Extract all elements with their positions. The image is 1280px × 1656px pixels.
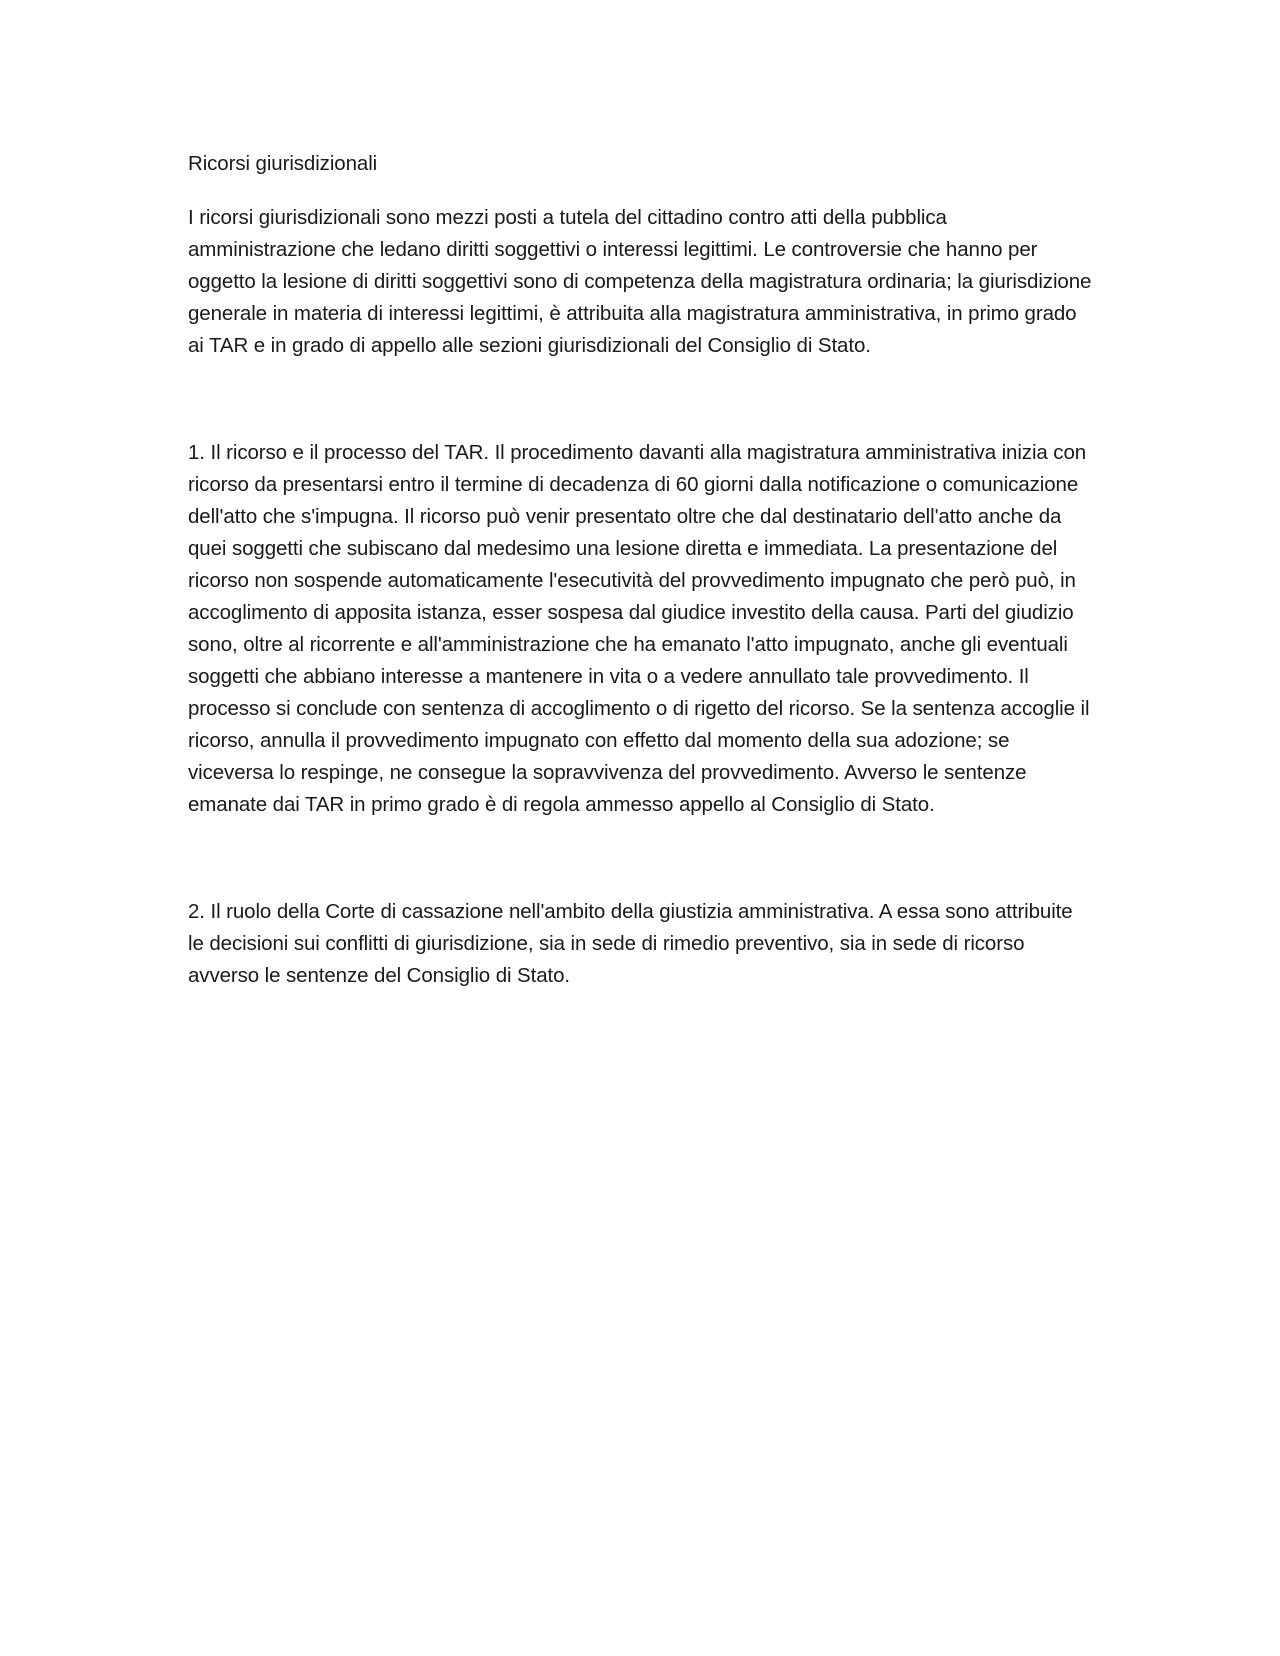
- paragraph-cassazione: 2. Il ruolo della Corte di cassazione nell'ambito della giustizia amministrativa. A essa sono attribuite le decisioni sui conflitti di giurisdizione, sia in sede di rimedio preventivo, sia in sede di ricorso avverso le sentenze del Consiglio di Stato.: [188, 900, 1073, 987]
- document-title: Ricorsi giurisdizionali: [188, 152, 378, 175]
- paragraph-intro: I ricorsi giurisdizionali sono mezzi posti a tutela del cittadino contro atti della pubblica amministrazione che ledano diritti soggettivi o interessi legittimi. Le controversie che hanno per oggetto la lesione di diritti soggettivi sono di competenza della magistratura ordinaria; la giurisdizione generale in materia di interessi legittimi, è attribuita alla magistratura amministrativa, in primo grado ai TAR e in grado di appello alle sezioni giurisdizionali del Consiglio di Stato.: [188, 206, 1092, 357]
- document-body: [188, 148, 1092, 992]
- paragraph-tar-process: 1. Il ricorso e il processo del TAR. Il procedimento davanti alla magistratura amministrativa inizia con ricorso da presentarsi entro il termine di decadenza di 60 giorni dalla notificazione o comunicazione dell'atto che s'impugna. Il ricorso può venir presentato oltre che dal destinatario dell'atto anche da quei soggetti che subiscano dal medesimo una lesione diretta e immediata. La presentazione del ricorso non sospende automaticamente l'esecutività del provvedimento impugnato che però può, in accoglimento di apposita istanza, esser sospesa dal giudice investito della causa. Parti del giudizio sono, oltre al ricorrente e all'amministrazione che ha emanato l'atto impugnato, anche gli eventuali soggetti che abbiano interesse a mantenere in vita o a vedere annullato tale provvedimento. Il processo si conclude con sentenza di accoglimento o di rigetto del ricorso. Se la sentenza accoglie il ricorso, annulla il provvedimento impugnato con effetto dal momento della sua adozione; se viceversa lo respinge, ne consegue la sopravvivenza del provvedimento. Avverso le sentenze emanate dai TAR in primo grado è di regola ammesso appello al Consiglio di Stato.: [188, 441, 1090, 816]
